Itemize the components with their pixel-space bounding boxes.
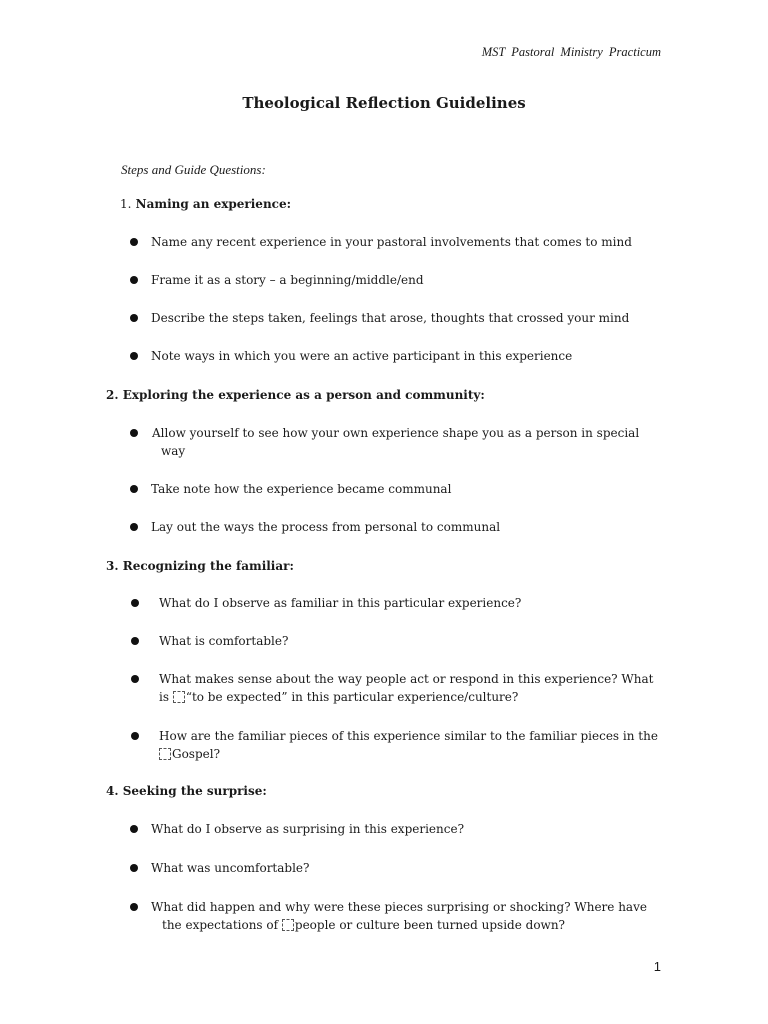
running-head: MST Pastoral Ministry Practicum xyxy=(481,45,661,59)
list-item: Frame it as a story – a beginning/middle/end xyxy=(151,273,424,287)
list-item: Name any recent experience in your pastoral involvements that comes to mind xyxy=(151,235,632,249)
list-item xyxy=(159,727,658,763)
list-item: What do I observe as surprising in this experience? xyxy=(151,822,465,836)
list-item xyxy=(152,424,639,460)
missing-glyph-icon xyxy=(159,748,171,760)
section-number: 1. xyxy=(120,197,132,211)
bullet-icon xyxy=(130,429,138,437)
list-item-line: What makes sense about the way people act or respond in this experience? What xyxy=(159,672,654,686)
section-4-heading xyxy=(106,784,267,798)
list-item-line-rest: “to be expected” in this particular experience/culture? xyxy=(185,690,519,704)
bullet-icon xyxy=(130,314,138,322)
section-number: 3. xyxy=(106,559,119,573)
section-number: 2. xyxy=(106,388,119,402)
missing-glyph-icon xyxy=(173,691,185,703)
list-item-continuation xyxy=(151,916,647,934)
bullet-icon xyxy=(131,732,139,740)
list-item-line-prefix: the expectations of xyxy=(162,918,282,932)
steps-heading: Steps and Guide Questions: xyxy=(121,162,266,177)
bullet-icon xyxy=(130,485,138,493)
document-title: Theological Reflection Guidelines xyxy=(242,94,526,112)
list-item: What was uncomfortable? xyxy=(151,861,310,875)
bullet-icon xyxy=(130,523,138,531)
section-title: Recognizing the familiar: xyxy=(122,559,294,573)
list-item-line-prefix: is xyxy=(159,690,173,704)
list-item xyxy=(159,670,653,706)
section-title: Exploring the experience as a person and community: xyxy=(122,388,485,402)
section-1-heading xyxy=(120,197,291,211)
list-item-line: What did happen and why were these pieces surprising or shocking? Where have xyxy=(151,900,647,914)
bullet-icon xyxy=(130,825,138,833)
list-item: Take note how the experience became communal xyxy=(151,482,452,496)
list-item-line-rest: people or culture been turned upside down? xyxy=(294,918,565,932)
bullet-icon xyxy=(131,675,139,683)
page-number: 1 xyxy=(653,959,661,974)
list-item: Note ways in which you were an active participant in this experience xyxy=(151,349,573,363)
bullet-icon xyxy=(131,637,139,645)
list-item xyxy=(151,898,647,934)
list-item: What do I observe as familiar in this particular experience? xyxy=(159,596,522,610)
section-2-heading xyxy=(106,388,485,402)
bullet-icon xyxy=(131,599,139,607)
list-item: Lay out the ways the process from personal to communal xyxy=(151,520,501,534)
bullet-icon xyxy=(130,352,138,360)
bullet-icon xyxy=(130,238,138,246)
list-item: What is comfortable? xyxy=(159,634,289,648)
list-item-line: How are the familiar pieces of this experience similar to the familiar pieces in the xyxy=(159,729,658,743)
list-item: Describe the steps taken, feelings that arose, thoughts that crossed your mind xyxy=(151,311,630,325)
bullet-icon xyxy=(130,864,138,872)
bullet-icon xyxy=(130,903,138,911)
section-number: 4. xyxy=(106,784,119,798)
section-title: Seeking the surprise: xyxy=(122,784,267,798)
list-item-continuation xyxy=(159,688,653,706)
list-item-line: Allow yourself to see how your own experience shape you as a person in special xyxy=(152,426,640,440)
bullet-icon xyxy=(130,276,138,284)
missing-glyph-icon xyxy=(282,919,294,931)
list-item-line-rest: Gospel? xyxy=(172,747,221,761)
list-item-continuation xyxy=(159,745,658,763)
section-title: Naming an experience: xyxy=(135,197,292,211)
list-item-continuation: way xyxy=(161,444,186,458)
section-3-heading xyxy=(106,559,294,573)
